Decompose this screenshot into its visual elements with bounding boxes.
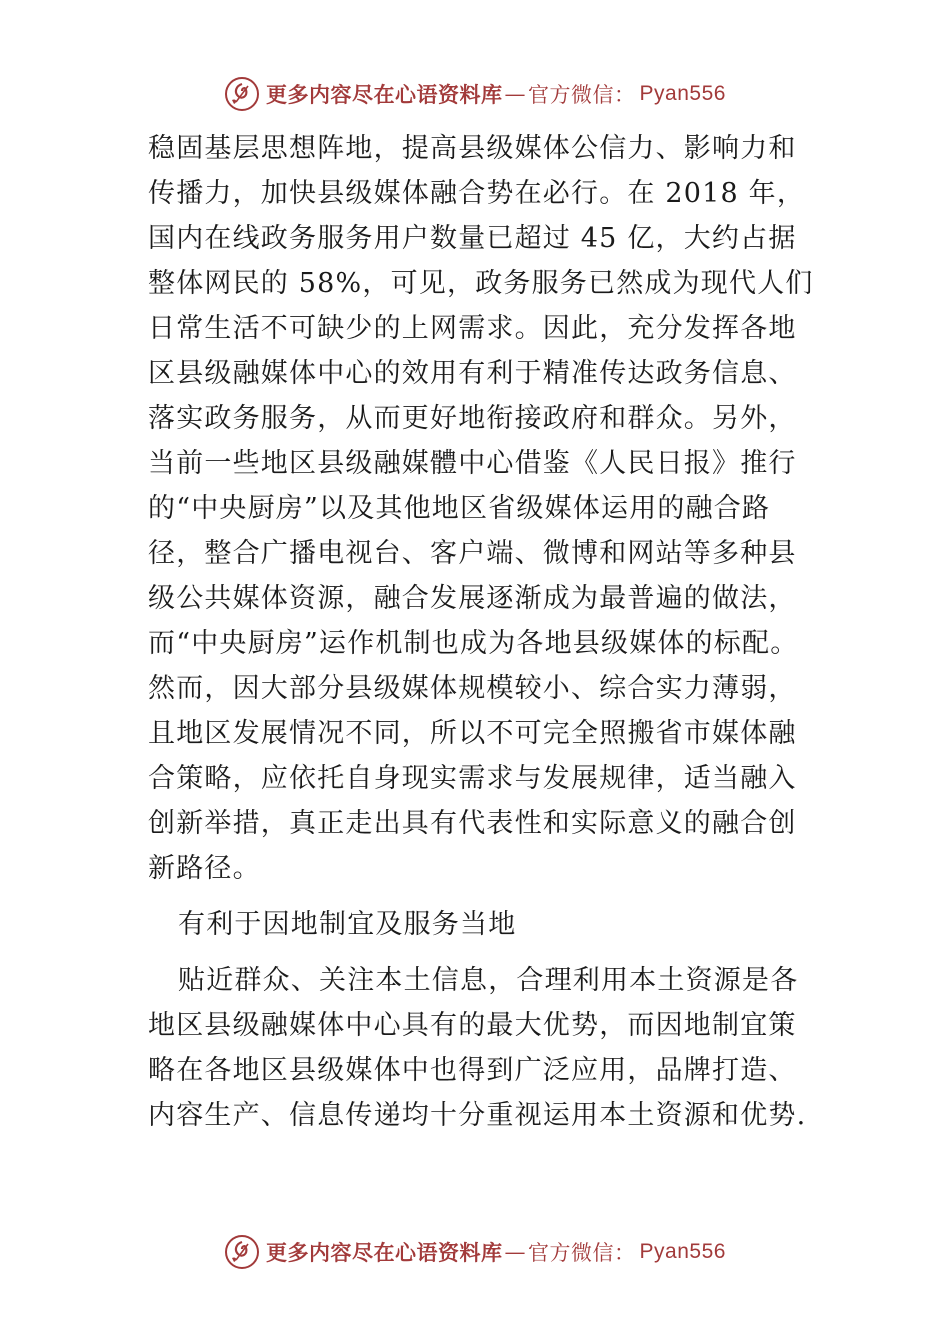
text-line: 整体网民的 58%，可见，政务服务已然成为现代人们 [148, 268, 814, 299]
text-line: 然而，因大部分县级媒体规模较小、综合实力薄弱， [148, 673, 797, 704]
text-line: 稳固基层思想阵地，提高县级媒体公信力、影响力和 [148, 133, 797, 164]
text-line: 贴近群众、关注本土信息，合理利用本土资源是各 [178, 965, 799, 996]
paragraph-1 [148, 126, 814, 891]
section-heading: 有利于因地制宜及服务当地 [178, 909, 517, 940]
top-watermark-header [0, 74, 950, 114]
separator: — [504, 1240, 527, 1264]
text-line: 略在各地区县级媒体中也得到广泛应用，品牌打造、 [148, 1055, 797, 1086]
text-line: 创新举措，真正走出具有代表性和实际意义的融合创 [148, 808, 797, 839]
wechat-id: Pyan556 [639, 1240, 726, 1263]
brand-name: 更多内容尽在心语资料库 [266, 1240, 503, 1265]
text-line: 新路径。 [148, 853, 261, 884]
text-line: 国内在线政务服务用户数量已超过 45 亿，大约占据 [148, 223, 797, 254]
rose-logo-icon [224, 1234, 260, 1270]
wechat-label: 官方微信： [528, 83, 636, 107]
text-line: 合策略，应依托自身现实需求与发展规律，适当融入 [148, 763, 797, 794]
text-line: 传播力，加快县级媒体融合势在必行。在 2018 年， [148, 178, 806, 209]
text-line: 落实政务服务，从而更好地衔接政府和群众。另外， [148, 403, 797, 434]
text-line: 内容生产、信息传递均十分重视运用本土资源和优势. [148, 1100, 807, 1131]
brand-name: 更多内容尽在心语资料库 [266, 82, 503, 107]
paragraph-2 [148, 958, 810, 1138]
text-line: 且地区发展情况不同，所以不可完全照搬省市媒体融 [148, 718, 797, 749]
rose-logo-icon [224, 76, 260, 112]
separator: — [504, 82, 527, 106]
text-line: 当前一些地区县级融媒體中心借鉴《人民日报》推行 [148, 448, 797, 479]
document-body [148, 126, 814, 1138]
text-line: 日常生活不可缺少的上网需求。因此，充分发挥各地 [148, 313, 797, 344]
text-line: 的“中央厨房”以及其他地区省级媒体运用的融合路 [148, 493, 771, 524]
text-line: 地区县级融媒体中心具有的最大优势，而因地制宜策 [148, 1010, 797, 1041]
text-line: 而“中央厨房”运作机制也成为各地县级媒体的标配。 [148, 628, 799, 659]
wechat-id: Pyan556 [639, 82, 726, 105]
text-line: 区县级融媒体中心的效用有利于精准传达政务信息、 [148, 358, 797, 389]
text-line: 径，整合广播电视台、客户端、微博和网站等多种县 [148, 538, 797, 569]
wechat-label: 官方微信： [528, 1241, 636, 1265]
bottom-watermark-header [0, 1232, 950, 1272]
text-line: 级公共媒体资源，融合发展逐渐成为最普遍的做法， [148, 583, 797, 614]
